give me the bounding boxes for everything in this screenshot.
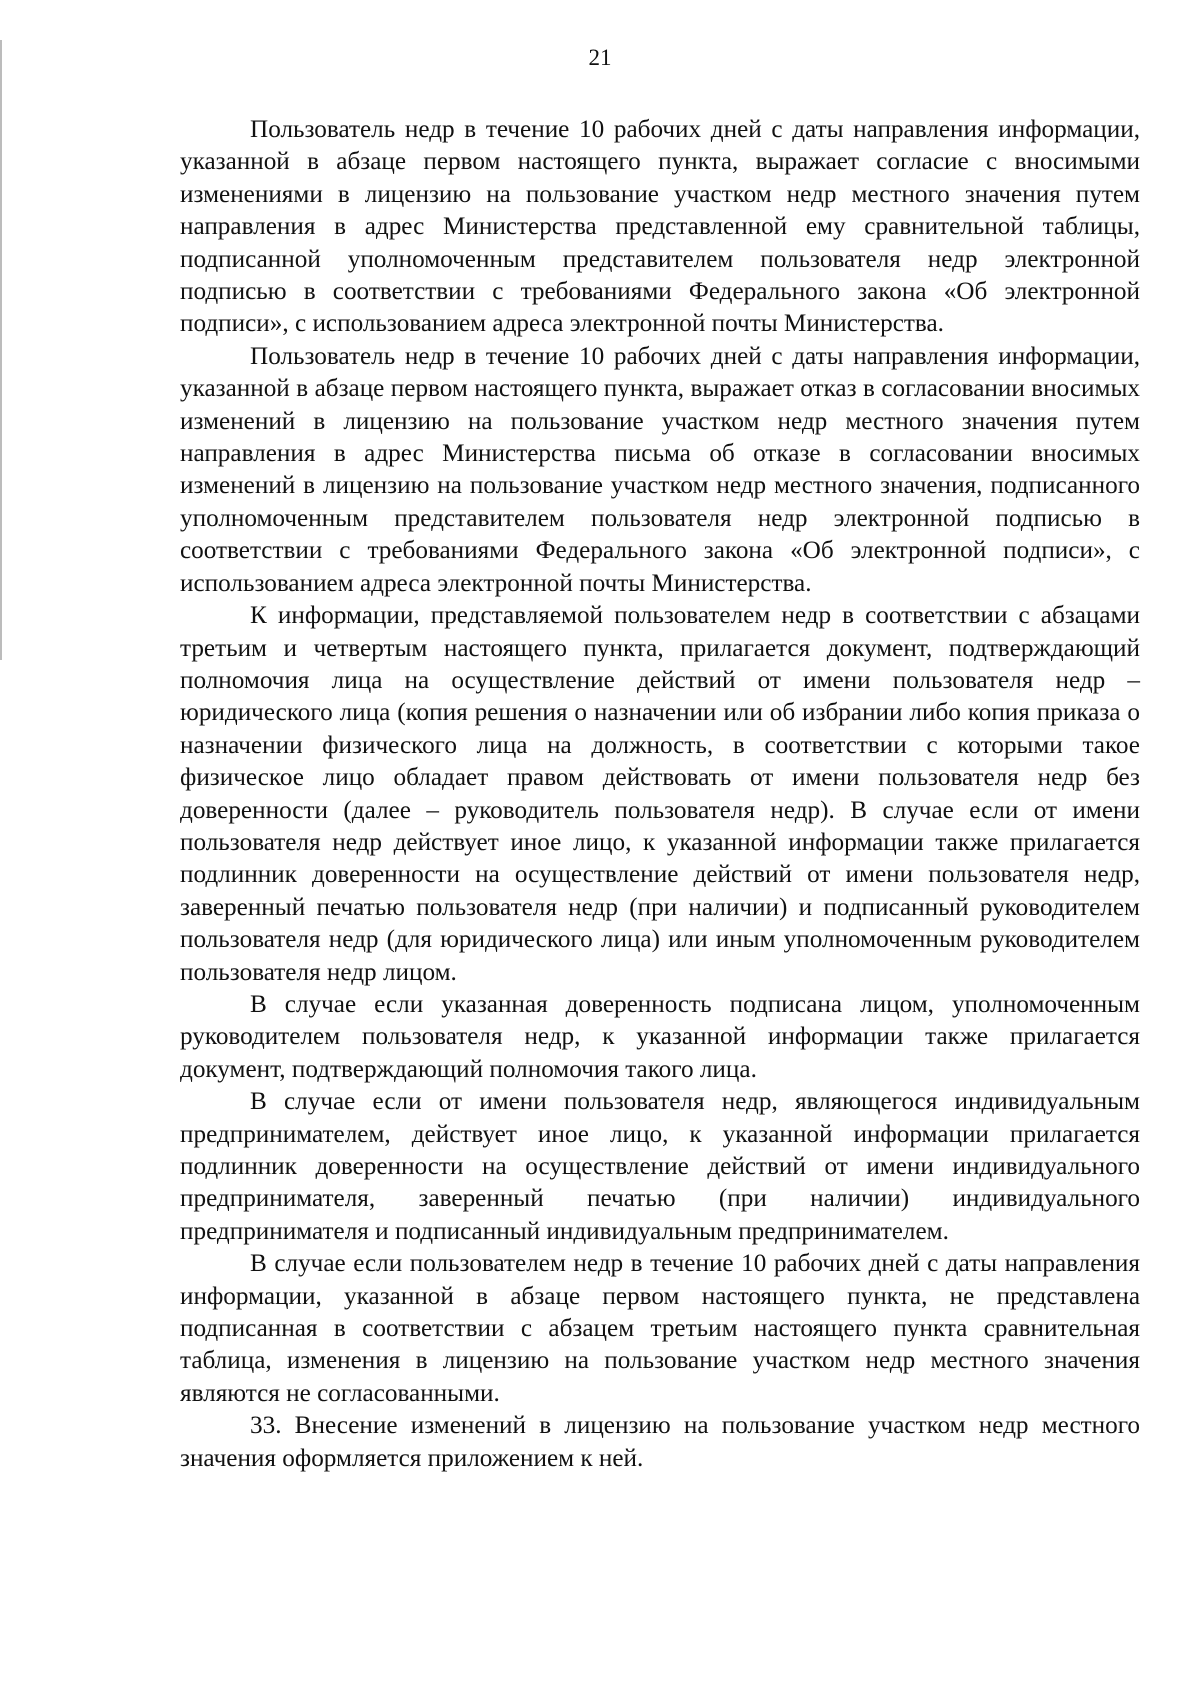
document-body [180,114,1140,1475]
paragraph-authority-documents: К информации, представляемой пользователем недр в соответствии с абзацами третьим и четвертым настоящего пункта, прилагается документ, подтверждающий полномочия лица на осуществление действий от имени пользователя недр – юридического лица (копия решения о назначении или об избрании либо копия приказа о назначении физического лица на должность, в соответствии с которыми такое физическое лицо обладает правом действовать от имени пользователя недр без доверенности (далее – руководитель пользователя недр). В случае если от имени пользователя недр действует иное лицо, к указанной информации также прилагается подлинник доверенности на осуществление действий от имени пользователя недр, заверенный печатью пользователя недр (при наличии) и подписанный руководителем пользователя недр (для юридического лица) или иным уполномоченным руководителем пользователя недр лицом. [180,602,1140,986]
paragraph-not-agreed: В случае если пользователем недр в течение 10 рабочих дней с даты направления информации, указанной в абзаце первом настоящего пункта, не представлена подписанная в соответствии с абзацем третьим настоящего пункта сравнительная таблица, изменения в лицензию на пользование участком недр местного значения являются не согласованными. [180,1250,1140,1407]
paragraph-proxy-authority: В случае если указанная доверенность подписана лицом, уполномоченным руководителем пользователя недр, к указанной информации также прилагается документ, подтверждающий полномочия такого лица. [180,990,1140,1083]
paragraph-consent: Пользователь недр в течение 10 рабочих дней с даты направления информации, указанной в абзаце первом настоящего пункта, выражает согласие с вносимыми изменениями в лицензию на пользование участком недр местного значения путем направления в адрес Министерства представленной ему сравнительной таблицы, подписанной уполномоченным представителем пользователя недр электронной подписью в соответствии с требованиями Федерального закона «Об электронной подписи», с использованием адреса электронной почты Министерства. [180,116,1140,338]
paragraph-item-33: 33. Внесение изменений в лицензию на пользование участком недр местного значения оформляется приложением к ней. [180,1412,1140,1472]
page-number: 21 [588,45,612,70]
paragraph-refusal: Пользователь недр в течение 10 рабочих дней с даты направления информации, указанной в абзаце первом настоящего пункта, выражает отказ в согласовании вносимых изменений в лицензию на пользование участком недр местного значения путем направления в адрес Министерства письма об отказе в согласовании вносимых изменений в лицензию на пользование участком недр местного значения, подписанного уполномоченным представителем пользователя недр электронной подписью в соответствии с требованиями Федерального закона «Об электронной подписи», с использованием адреса электронной почты Министерства. [180,342,1140,597]
paragraph-individual-entrepreneur: В случае если от имени пользователя недр, являющегося индивидуальным предпринимателем, действует иное лицо, к указанной информации прилагается подлинник доверенности на осуществление действий от имени индивидуального предпринимателя, заверенный печатью (при наличии) индивидуального предпринимателя и подписанный индивидуальным предпринимателем. [180,1088,1140,1245]
scan-edge-line [0,40,2,660]
